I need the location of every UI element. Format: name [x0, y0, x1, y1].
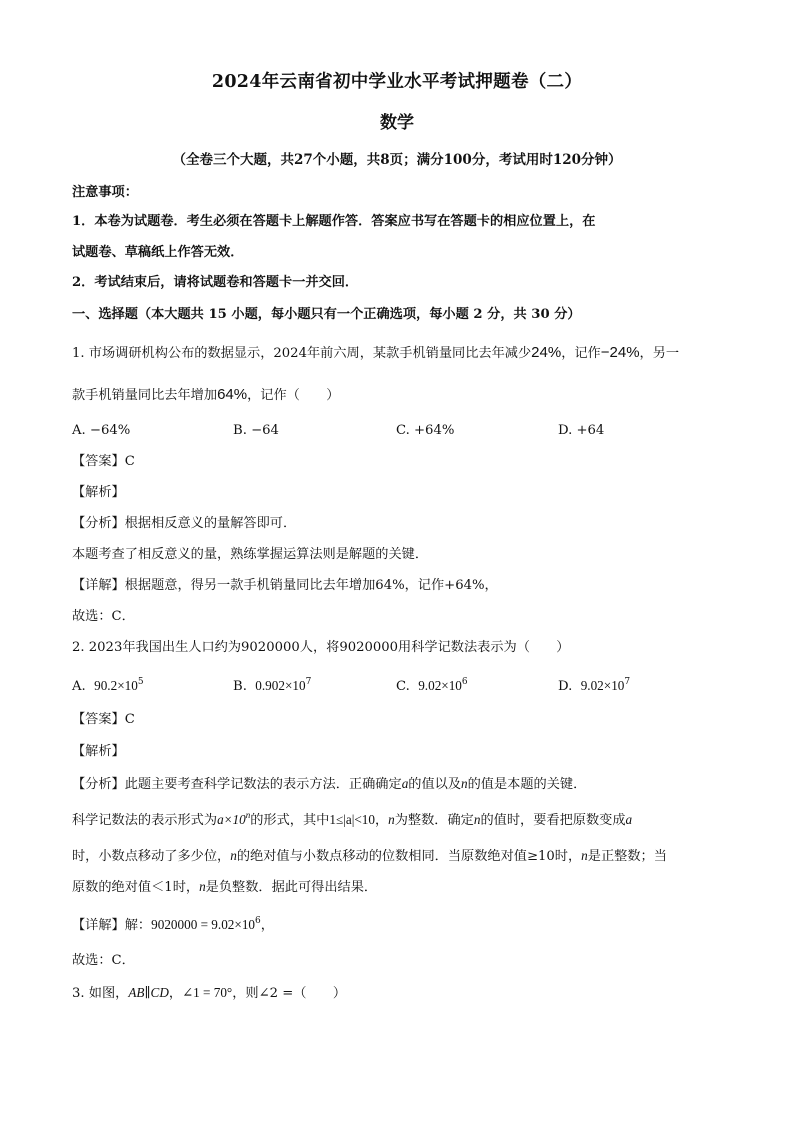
q1-option-d: D. +64	[558, 423, 605, 438]
q2-fenxi: 【分析】此题主要考查科学记数法的表示方法．正确确定a的值以及n的值是本题的关键．	[72, 776, 587, 792]
q1-answer: 【答案】C	[72, 454, 135, 469]
section-1-heading: 一、选择题（本大题共 15 小题，每小题只有一个正确选项，每小题 2 分，共 30 分）	[72, 307, 581, 322]
q2-detail: 【详解】解：$9020000 = 9.02\times 10^6$，	[72, 916, 274, 933]
exam-info: （全卷三个大题，共27个小题，共8页；满分100分，考试用时120分钟）	[172, 152, 622, 168]
q2-option-b: B. $0.902\times 10^7$	[233, 677, 312, 694]
q1-option-c: C. +64%	[396, 423, 455, 438]
q2-conclusion: 故选：C．	[72, 953, 135, 968]
notes-item-1-line-2: 试题卷、草稿纸上作答无效．	[72, 245, 244, 260]
notes-item-2: 2．考试结束后，请将试题卷和答题卡一并交回．	[72, 275, 359, 290]
q1-conclusion: 故选：C．	[72, 609, 135, 624]
exam-title: 2024年云南省初中学业水平考试押题卷（二）	[211, 72, 583, 92]
q1-detail: 【详解】根据题意，得另一款手机销量同比去年增加64%，记作+64%，	[72, 578, 498, 593]
q2-answer: 【答案】C	[72, 712, 135, 727]
q2-explain-line-2: 时，小数点移动了多少位，n的绝对值与小数点移动的位数相同．当原数绝对值≥10时，n是正整数；当	[72, 848, 667, 864]
notes-item-1-line-1: 1．本卷为试题卷．考生必须在答题卡上解题作答．答案应书写在答题卡的相应位置上，在	[72, 214, 596, 229]
q2-option-c: C. $9.02\times 10^6$	[396, 677, 468, 694]
q1-value-neg24: −24%	[600, 344, 640, 361]
q1-note: 本题考查了相反意义的量，熟练掌握运算法则是解题的关键．	[72, 547, 429, 562]
notes-heading: 注意事项：	[72, 185, 138, 200]
q1-value-64: 64%	[217, 386, 248, 403]
q1-option-a: A. −64%	[72, 423, 131, 438]
q2-explain-line-3: 原数的绝对值＜1时，n是负整数．据此可得出结果．	[72, 879, 378, 895]
q2-analysis-label: 【解析】	[72, 744, 125, 759]
q1-stem-line-2: 款手机销量同比去年增加64%，记作（ ）	[72, 386, 340, 403]
q1-fenxi: 【分析】根据相反意义的量解答即可．	[72, 516, 297, 531]
q2-stem: 2. 2023年我国出生人口约为9020000人，将9020000用科学记数法表示为（ ）	[72, 640, 570, 655]
q2-option-d: D. $9.02\times 10^7$	[558, 677, 631, 694]
q1-analysis-label: 【解析】	[72, 485, 125, 500]
q1-option-b: B. −64	[233, 423, 279, 438]
q2-option-a: A. $90.2\times 10^5$	[72, 677, 144, 694]
q2-explain-line-1: 科学记数法的表示形式为$a\times 10^n$的形式，其中1≤|a|<10，n为整数．确定n的值时，要看把原数变成a	[72, 810, 633, 828]
q1-stem-line-1: 1. 市场调研机构公布的数据显示，2024年前六周，某款手机销量同比去年减少24%，记作−24%，另一	[72, 344, 680, 361]
q1-value-24: 24%	[531, 344, 562, 361]
q3-stem: 3. 如图，AB∥CD，∠1 = 70°，则∠2 =（ ）	[72, 985, 347, 1001]
subject-title: 数学	[380, 113, 414, 133]
